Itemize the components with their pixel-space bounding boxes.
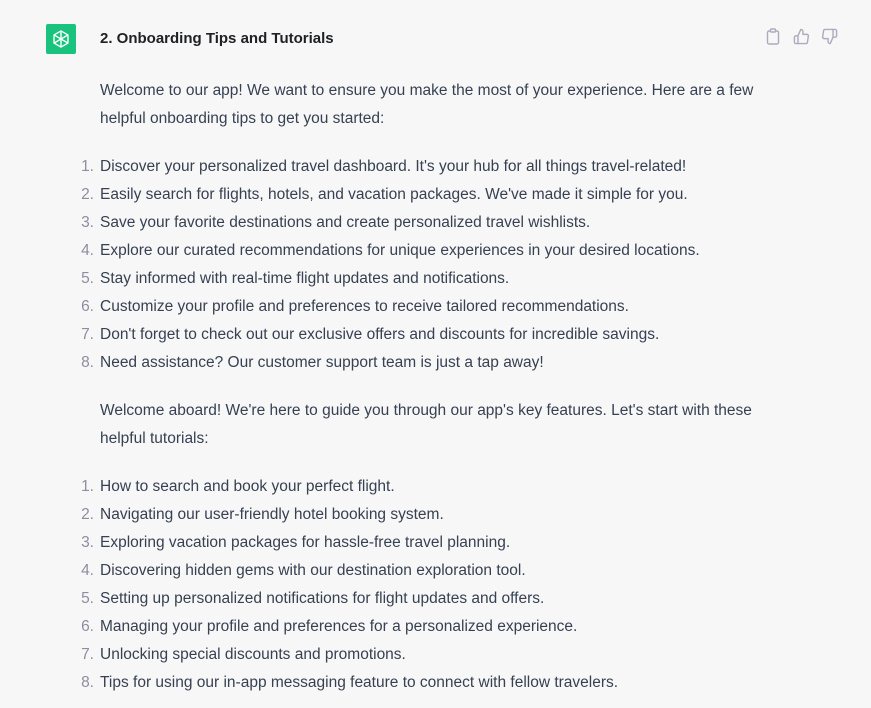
list-item: [78, 641, 760, 669]
list-item-text: Navigating our user-friendly hotel booking system.: [100, 506, 444, 523]
list-item: [78, 473, 760, 501]
message-actions: [764, 27, 838, 45]
list-item-text: Unlocking special discounts and promotions.: [100, 646, 406, 663]
list-item: [78, 265, 760, 293]
list-item: [78, 153, 760, 181]
list-item-text: Stay informed with real-time flight updates and notifications.: [100, 270, 510, 287]
list-number: 3.: [81, 534, 94, 551]
list-number: 8.: [81, 354, 94, 371]
message-title: 2. Onboarding Tips and Tutorials: [100, 30, 334, 47]
list-item-text: Tips for using our in-app messaging feature to connect with fellow travelers.: [100, 674, 619, 691]
thumbs-down-button[interactable]: [820, 27, 838, 45]
clipboard-icon: [765, 28, 781, 45]
copy-button[interactable]: [764, 27, 782, 45]
thumbs-up-button[interactable]: [792, 27, 810, 45]
assistant-avatar: [46, 24, 76, 54]
list-number: 7.: [81, 646, 94, 663]
list-item: [78, 613, 760, 641]
list-item: [78, 349, 760, 377]
list-item: [78, 669, 760, 697]
list-item: [78, 293, 760, 321]
list-item-text: Easily search for flights, hotels, and vacation packages. We've made it simple for you.: [100, 186, 688, 203]
list-item: [78, 529, 760, 557]
assistant-message: [81, 28, 760, 697]
list-item: [78, 321, 760, 349]
list-item: [78, 557, 760, 585]
list-number: 8.: [81, 674, 94, 691]
list-item: [78, 585, 760, 613]
list-number: 7.: [81, 326, 94, 343]
list-number: 1.: [81, 478, 94, 495]
outro-paragraph: Welcome aboard! We're here to guide you through our app's key features. Let's start with these helpful tutorials:: [100, 402, 752, 447]
list-item: [78, 237, 760, 265]
list-item-text: Exploring vacation packages for hassle-free travel planning.: [100, 534, 511, 551]
onboarding-tips-list: [78, 153, 760, 377]
list-number: 2.: [81, 186, 94, 203]
list-number: 1.: [81, 158, 94, 175]
list-number: 6.: [81, 298, 94, 315]
list-item-text: Customize your profile and preferences to receive tailored recommendations.: [100, 298, 629, 315]
list-number: 4.: [81, 562, 94, 579]
list-item-text: Explore our curated recommendations for unique experiences in your desired locations.: [100, 242, 700, 259]
thumbs-down-icon: [821, 28, 838, 45]
list-number: 3.: [81, 214, 94, 231]
list-number: 5.: [81, 270, 94, 287]
intro-paragraph: Welcome to our app! We want to ensure you make the most of your experience. Here are a few helpful onboarding tips to get you started:: [100, 82, 754, 127]
list-number: 5.: [81, 590, 94, 607]
list-item-text: Save your favorite destinations and create personalized travel wishlists.: [100, 214, 591, 231]
openai-logo-icon: [50, 28, 72, 50]
list-item-text: Discover your personalized travel dashboard. It's your hub for all things travel-related!: [100, 158, 687, 175]
list-item-text: How to search and book your perfect flight.: [100, 478, 395, 495]
list-item: [78, 209, 760, 237]
list-item-text: Don't forget to check out our exclusive offers and discounts for incredible savings.: [100, 326, 660, 343]
list-item-text: Managing your profile and preferences for a personalized experience.: [100, 618, 578, 635]
list-number: 2.: [81, 506, 94, 523]
list-number: 4.: [81, 242, 94, 259]
list-item-text: Need assistance? Our customer support team is just a tap away!: [100, 354, 544, 371]
thumbs-up-icon: [793, 28, 810, 45]
list-number: 6.: [81, 618, 94, 635]
list-item-text: Setting up personalized notifications for flight updates and offers.: [100, 590, 545, 607]
list-item-text: Discovering hidden gems with our destination exploration tool.: [100, 562, 526, 579]
list-item: [78, 181, 760, 209]
tutorials-list: [78, 473, 760, 697]
list-item: [78, 501, 760, 529]
